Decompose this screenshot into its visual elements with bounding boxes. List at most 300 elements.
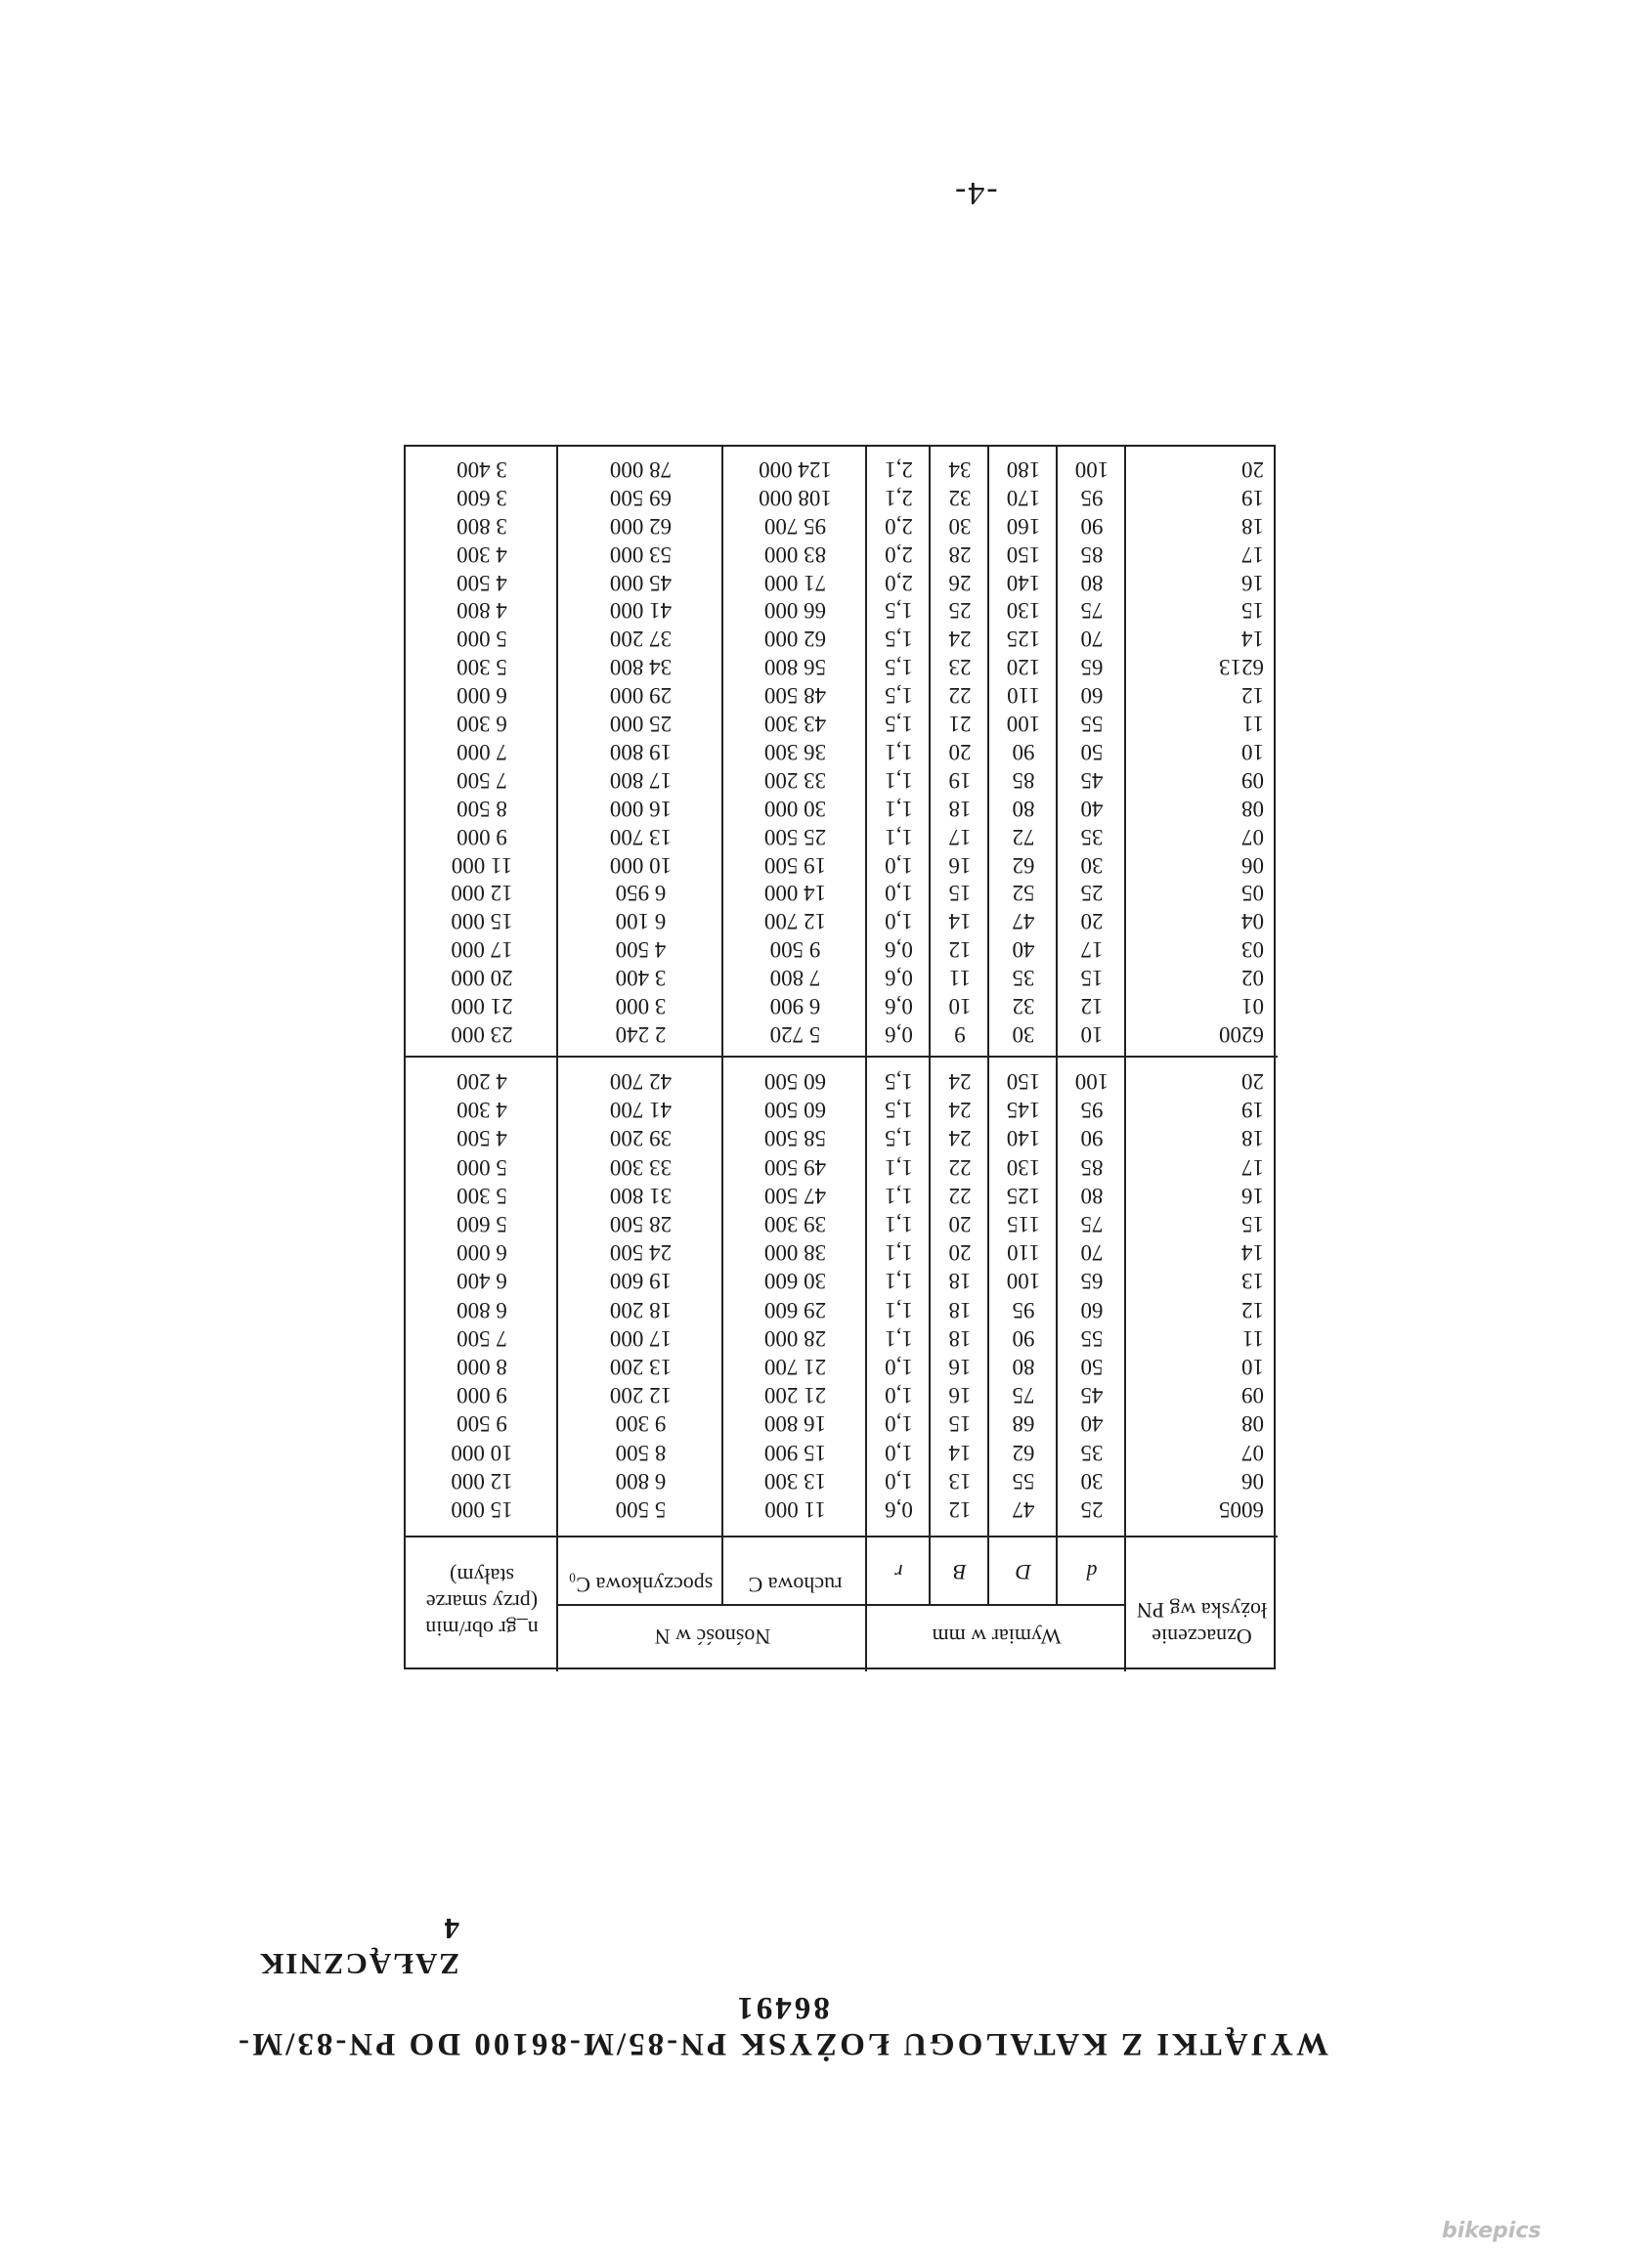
table-cell: 25: [948, 598, 972, 624]
table-cell: 60 500: [763, 1069, 827, 1094]
table-cell: 80: [1012, 796, 1035, 821]
table-cell: 12: [948, 937, 972, 963]
table-cell: 1,5: [885, 1069, 913, 1094]
table-cell: 60: [1080, 683, 1104, 709]
table-cell: 30: [1012, 1022, 1035, 1047]
table-cell: 16 800: [763, 1411, 827, 1437]
table-cell: 130: [1006, 598, 1041, 624]
table-cell: 80: [1080, 570, 1104, 595]
table-row: [406, 907, 1278, 935]
table-cell: 1,5: [885, 655, 913, 680]
table-cell: 65: [1080, 1269, 1104, 1294]
table-cell: 45: [1080, 1383, 1104, 1408]
table-row: [406, 992, 1278, 1020]
table-cell: 29 000: [609, 683, 673, 709]
table-cell: 07: [1241, 824, 1264, 849]
header-designation: Oznaczenie łożyska wg PN: [1136, 1598, 1268, 1649]
document-title: WYJĄTKI Z KATALOGU ŁOŻYSK PN-85/M-86100 DO PN-83/M-86491: [236, 1990, 1328, 2061]
table-cell: 16: [948, 1383, 972, 1408]
table-row: [406, 1267, 1278, 1295]
table-cell: 35: [1012, 966, 1035, 991]
table-cell: 1,1: [885, 824, 913, 849]
table-row: [406, 795, 1278, 823]
header-D: D: [1016, 1560, 1031, 1584]
table-cell: 20: [948, 1240, 972, 1266]
table-cell: 180: [1006, 457, 1041, 482]
header-static: spoczynkowa C₀: [568, 1573, 714, 1597]
table-cell: 41 000: [609, 598, 673, 624]
table-cell: 13: [1241, 1269, 1264, 1294]
table-row: [406, 766, 1278, 795]
table-row: [406, 569, 1278, 597]
table-cell: 9 500: [769, 937, 821, 963]
table-cell: 6005: [1219, 1497, 1264, 1522]
table-cell: 140: [1006, 1126, 1041, 1151]
table-cell: 4 300: [456, 1098, 507, 1123]
table-cell: 11: [948, 966, 972, 991]
table-cell: 8 000: [456, 1355, 507, 1379]
table-cell: 43 300: [763, 712, 827, 737]
table-cell: 21 000: [451, 994, 513, 1019]
table-cell: 5 600: [456, 1212, 507, 1236]
table-cell: 90: [1080, 513, 1104, 539]
table-cell: 13 200: [609, 1355, 673, 1379]
table-cell: 28 500: [609, 1212, 673, 1236]
table-row: [406, 964, 1278, 992]
table-cell: 30 600: [763, 1269, 827, 1294]
table-cell: 16: [948, 1355, 972, 1379]
table-cell: 85: [1080, 541, 1104, 567]
table-cell: 47: [1012, 1497, 1035, 1522]
table-cell: 5 500: [615, 1497, 667, 1522]
table-cell: 70: [1080, 1240, 1104, 1266]
table-cell: 3 600: [456, 485, 507, 510]
table-cell: 90: [1080, 1126, 1104, 1151]
table-cell: 6 900: [769, 994, 821, 1019]
table-cell: 1,1: [885, 1269, 913, 1294]
table-cell: 15: [948, 881, 972, 906]
table-cell: 90: [1012, 1325, 1035, 1351]
table-cell: 2 240: [615, 1022, 667, 1047]
table-cell: 16: [1241, 570, 1264, 595]
table-cell: 6 400: [456, 1269, 507, 1294]
table-cell: 9 000: [456, 824, 507, 849]
table-cell: 1,1: [885, 1212, 913, 1236]
table-cell: 45: [1080, 767, 1104, 793]
table-cell: 150: [1006, 1069, 1041, 1094]
table-cell: 1,1: [885, 767, 913, 793]
table-cell: 10 000: [609, 852, 673, 878]
table-cell: 40: [1080, 1411, 1104, 1437]
table-cell: 13: [948, 1468, 972, 1494]
table-cell: 15 000: [451, 909, 513, 934]
table-cell: 40: [1012, 937, 1035, 963]
table-cell: 90: [1012, 740, 1035, 764]
table-cell: 18: [948, 1325, 972, 1351]
table-cell: 09: [1241, 767, 1264, 793]
table-cell: 19: [1241, 1098, 1264, 1123]
table-cell: 4 300: [456, 541, 507, 567]
table-cell: 55: [1080, 1325, 1104, 1351]
table-cell: 1,0: [885, 1411, 913, 1437]
table-cell: 0,6: [885, 994, 913, 1019]
table-cell: 100: [1074, 1069, 1109, 1094]
table-cell: 60: [1080, 1297, 1104, 1322]
table-row: [406, 1353, 1278, 1381]
table-cell: 1,0: [885, 881, 913, 906]
table-cell: 3 400: [615, 966, 667, 991]
table-cell: 18 200: [609, 1297, 673, 1322]
table-cell: 1,1: [885, 1325, 913, 1351]
header-load-group: Nośność w N: [654, 1624, 771, 1649]
table-cell: 18: [1241, 513, 1264, 539]
table-cell: 6 000: [456, 1240, 507, 1266]
table-cell: 5 000: [456, 627, 507, 652]
table-cell: 145: [1006, 1098, 1041, 1123]
table-cell: 0,6: [885, 937, 913, 963]
table-cell: 09: [1241, 1383, 1264, 1408]
table-cell: 53 000: [609, 541, 673, 567]
table-cell: 18: [1241, 1126, 1264, 1151]
table-cell: 31 800: [609, 1183, 673, 1208]
header-sub-line: [558, 1604, 1126, 1606]
table-cell: 17: [1241, 541, 1264, 567]
header-bottom-line: [406, 1536, 1278, 1537]
table-cell: 95: [1080, 485, 1104, 510]
table-cell: 12 000: [451, 1468, 513, 1494]
table-cell: 2,0: [885, 541, 913, 567]
table-cell: 1,0: [885, 852, 913, 878]
table-cell: 06: [1241, 1468, 1264, 1494]
table-cell: 15: [1241, 598, 1264, 624]
table-cell: 4 200: [456, 1069, 507, 1094]
table-cell: 3 400: [456, 457, 507, 482]
table-row: [406, 1153, 1278, 1182]
table-cell: 1,0: [885, 1355, 913, 1379]
table-cell: 95: [1012, 1297, 1035, 1322]
table-row: [406, 1096, 1278, 1124]
table-cell: 24: [948, 627, 972, 652]
table-cell: 65: [1080, 655, 1104, 680]
table-cell: 24: [948, 1126, 972, 1151]
table-cell: 7 000: [456, 740, 507, 764]
table-cell: 30: [1080, 1468, 1104, 1494]
table-cell: 18: [948, 1269, 972, 1294]
table-cell: 22: [948, 683, 972, 709]
table-cell: 50: [1080, 740, 1104, 764]
table-cell: 06: [1241, 852, 1264, 878]
table-cell: 26: [948, 570, 972, 595]
table-cell: 17: [1241, 1154, 1264, 1180]
table-cell: 01: [1241, 994, 1264, 1019]
table-cell: 17 000: [609, 1325, 673, 1351]
table-cell: 3 800: [456, 513, 507, 539]
table-cell: 11: [1241, 1325, 1264, 1351]
table-cell: 16: [948, 852, 972, 878]
table-cell: 1,1: [885, 1240, 913, 1266]
table-cell: 22: [948, 1183, 972, 1208]
table-cell: 22: [948, 1154, 972, 1180]
table-cell: 1,5: [885, 1098, 913, 1123]
table-row: [406, 823, 1278, 851]
table-cell: 140: [1006, 570, 1041, 595]
table-row: [406, 1067, 1278, 1096]
table-cell: 19 500: [763, 852, 827, 878]
table-cell: 19: [948, 767, 972, 793]
table-cell: 18: [948, 1297, 972, 1322]
table-cell: 83 000: [763, 541, 827, 567]
table-cell: 28: [948, 541, 972, 567]
table-cell: 38 000: [763, 1240, 827, 1266]
table-cell: 62: [1012, 1440, 1035, 1465]
table-cell: 4 500: [615, 937, 667, 963]
table-cell: 120: [1006, 655, 1041, 680]
table-cell: 2,0: [885, 513, 913, 539]
table-cell: 110: [1007, 683, 1040, 709]
table-cell: 95 700: [763, 513, 827, 539]
header-d: d: [1086, 1560, 1098, 1584]
table-cell: 30: [948, 513, 972, 539]
table-cell: 28 000: [763, 1325, 827, 1351]
table-row: [406, 1495, 1278, 1524]
table-cell: 2,0: [885, 570, 913, 595]
table-cell: 24: [948, 1098, 972, 1123]
table-cell: 25 500: [763, 824, 827, 849]
table-cell: 12: [1241, 1297, 1264, 1322]
table-cell: 23: [948, 655, 972, 680]
table-cell: 32: [948, 485, 972, 510]
table-cell: 47 500: [763, 1183, 827, 1208]
table-cell: 15: [1241, 1212, 1264, 1236]
table-cell: 14 000: [763, 881, 827, 906]
table-cell: 17: [1080, 937, 1104, 963]
table-cell: 62 000: [763, 627, 827, 652]
table-cell: 35: [1080, 1440, 1104, 1465]
table-cell: 45 000: [609, 570, 673, 595]
table-cell: 42 700: [609, 1069, 673, 1094]
table-cell: 10: [1241, 740, 1264, 764]
table-row: [406, 1238, 1278, 1267]
table-row: [406, 1210, 1278, 1238]
table-cell: 24: [948, 1069, 972, 1094]
table-row: [406, 625, 1278, 653]
table-cell: 12 200: [609, 1383, 673, 1408]
table-cell: 150: [1006, 541, 1041, 567]
table-cell: 48 500: [763, 683, 827, 709]
table-cell: 6 800: [615, 1468, 667, 1494]
table-cell: 49 500: [763, 1154, 827, 1180]
table-cell: 2,1: [885, 485, 913, 510]
table-cell: 19: [1241, 485, 1264, 510]
table-row: [406, 484, 1278, 512]
table-cell: 35: [1080, 824, 1104, 849]
table-cell: 1,5: [885, 712, 913, 737]
table-cell: 29 600: [763, 1297, 827, 1322]
table-cell: 11: [1241, 712, 1264, 737]
table-cell: 78 000: [609, 457, 673, 482]
table-cell: 15 000: [451, 1497, 513, 1522]
table-row: [406, 512, 1278, 541]
table-cell: 14: [948, 1440, 972, 1465]
table-cell: 4 500: [456, 1126, 507, 1151]
table-cell: 170: [1006, 485, 1041, 510]
table-cell: 12: [1080, 994, 1104, 1019]
table-cell: 1,0: [885, 909, 913, 934]
table-cell: 15: [1080, 966, 1104, 991]
table-cell: 6 950: [615, 881, 667, 906]
table-cell: 25 000: [609, 712, 673, 737]
table-cell: 6213: [1219, 655, 1264, 680]
table-cell: 7 500: [456, 767, 507, 793]
table-row: [406, 1324, 1278, 1353]
table-cell: 13 300: [763, 1468, 827, 1494]
header-r: r: [894, 1560, 903, 1584]
table-cell: 1,1: [885, 740, 913, 764]
table-cell: 58 500: [763, 1126, 827, 1151]
table-cell: 23 000: [451, 1022, 513, 1047]
table-cell: 75: [1012, 1383, 1035, 1408]
table-cell: 24 500: [609, 1240, 673, 1266]
table-cell: 9 500: [456, 1411, 507, 1437]
series-separator-line: [406, 1056, 1278, 1058]
table-cell: 21: [948, 712, 972, 737]
table-cell: 80: [1080, 1183, 1104, 1208]
table-cell: 5 000: [456, 1154, 507, 1180]
table-cell: 69 500: [609, 485, 673, 510]
table-cell: 108 000: [759, 485, 832, 510]
table-cell: 1,1: [885, 1297, 913, 1322]
table-cell: 17: [948, 824, 972, 849]
table-cell: 16 000: [609, 796, 673, 821]
table-cell: 70: [1080, 627, 1104, 652]
table-cell: 110: [1007, 1240, 1040, 1266]
table-row: [406, 653, 1278, 681]
table-cell: 41 700: [609, 1098, 673, 1123]
table-cell: 34: [948, 457, 972, 482]
table-cell: 14: [948, 909, 972, 934]
table-cell: 33 200: [763, 767, 827, 793]
table-cell: 10 000: [451, 1440, 513, 1465]
table-cell: 9 000: [456, 1383, 507, 1408]
table-cell: 5 720: [769, 1022, 821, 1047]
table-cell: 55: [1080, 712, 1104, 737]
table-cell: 30: [1080, 852, 1104, 878]
table-cell: 40: [1080, 796, 1104, 821]
table-row: [406, 851, 1278, 880]
table-cell: 12: [948, 1497, 972, 1522]
table-row: [406, 1467, 1278, 1495]
table-row: [406, 1296, 1278, 1324]
table-cell: 5 300: [456, 655, 507, 680]
table-cell: 125: [1006, 627, 1041, 652]
table-row: [406, 738, 1278, 766]
table-cell: 72: [1012, 824, 1035, 849]
table-cell: 9: [954, 1022, 966, 1047]
table-cell: 15 900: [763, 1440, 827, 1465]
table-cell: 1,0: [885, 1468, 913, 1494]
table-cell: 1,5: [885, 683, 913, 709]
header-dynamic: ruchowa C: [748, 1573, 843, 1597]
table-cell: 66 000: [763, 598, 827, 624]
table-cell: 3 000: [615, 994, 667, 1019]
table-cell: 75: [1080, 598, 1104, 624]
table-row: [406, 597, 1278, 626]
table-cell: 9 300: [615, 1411, 667, 1437]
table-cell: 10: [1241, 1355, 1264, 1379]
table-cell: 56 800: [763, 655, 827, 680]
table-cell: 21 200: [763, 1383, 827, 1408]
table-cell: 08: [1241, 1411, 1264, 1437]
table-cell: 12 700: [763, 909, 827, 934]
table-cell: 11 000: [451, 852, 513, 878]
annex-label: ZAŁĄCZNIK 4: [258, 1912, 459, 1981]
table-cell: 12 000: [451, 881, 513, 906]
table-cell: 1,1: [885, 1183, 913, 1208]
table-cell: 20: [1241, 457, 1264, 482]
table-cell: 04: [1241, 909, 1264, 934]
table-cell: 0,6: [885, 966, 913, 991]
table-row: [406, 880, 1278, 908]
table-cell: 15: [948, 1411, 972, 1437]
table-row: [406, 935, 1278, 964]
header-B: B: [953, 1560, 967, 1584]
table-row: [406, 541, 1278, 569]
table-cell: 25: [1080, 1497, 1104, 1522]
table-cell: 25: [1080, 881, 1104, 906]
table-cell: 14: [1241, 1240, 1264, 1266]
table-cell: 4 500: [456, 570, 507, 595]
table-cell: 100: [1006, 712, 1041, 737]
table-cell: 8 500: [456, 796, 507, 821]
table-cell: 20: [1241, 1069, 1264, 1094]
table-cell: 37 200: [609, 627, 673, 652]
table-cell: 115: [1007, 1212, 1040, 1236]
table-cell: 80: [1012, 1355, 1035, 1379]
table-cell: 8 500: [615, 1440, 667, 1465]
table-cell: 6 800: [456, 1297, 507, 1322]
table-cell: 02: [1241, 966, 1264, 991]
table-cell: 05: [1241, 881, 1264, 906]
table-cell: 60 500: [763, 1098, 827, 1123]
table-cell: 39 200: [609, 1126, 673, 1151]
table-cell: 71 000: [763, 570, 827, 595]
table-cell: 100: [1074, 457, 1109, 482]
table-cell: 07: [1241, 1440, 1264, 1465]
table-cell: 34 800: [609, 655, 673, 680]
table-cell: 130: [1006, 1154, 1041, 1180]
table-cell: 124 000: [759, 457, 832, 482]
table-cell: 1,0: [885, 1383, 913, 1408]
table-cell: 13 700: [609, 824, 673, 849]
header-dimension-group: Wymiar w mm: [932, 1624, 1062, 1649]
watermark-logo: bikepics: [1442, 2219, 1542, 2243]
table-cell: 36 300: [763, 740, 827, 764]
table-cell: 68: [1012, 1411, 1035, 1437]
table-cell: 10: [948, 994, 972, 1019]
table-cell: 19 800: [609, 740, 673, 764]
table-row: [406, 1439, 1278, 1467]
table-cell: 17 800: [609, 767, 673, 793]
table-cell: 6 000: [456, 683, 507, 709]
table-cell: 52: [1012, 881, 1035, 906]
table-cell: 7 800: [769, 966, 821, 991]
table-cell: 20: [948, 1212, 972, 1236]
table-cell: 47: [1012, 909, 1035, 934]
table-cell: 75: [1080, 1212, 1104, 1236]
table-cell: 95: [1080, 1098, 1104, 1123]
table-cell: 0,6: [885, 1497, 913, 1522]
table-cell: 20: [948, 740, 972, 764]
